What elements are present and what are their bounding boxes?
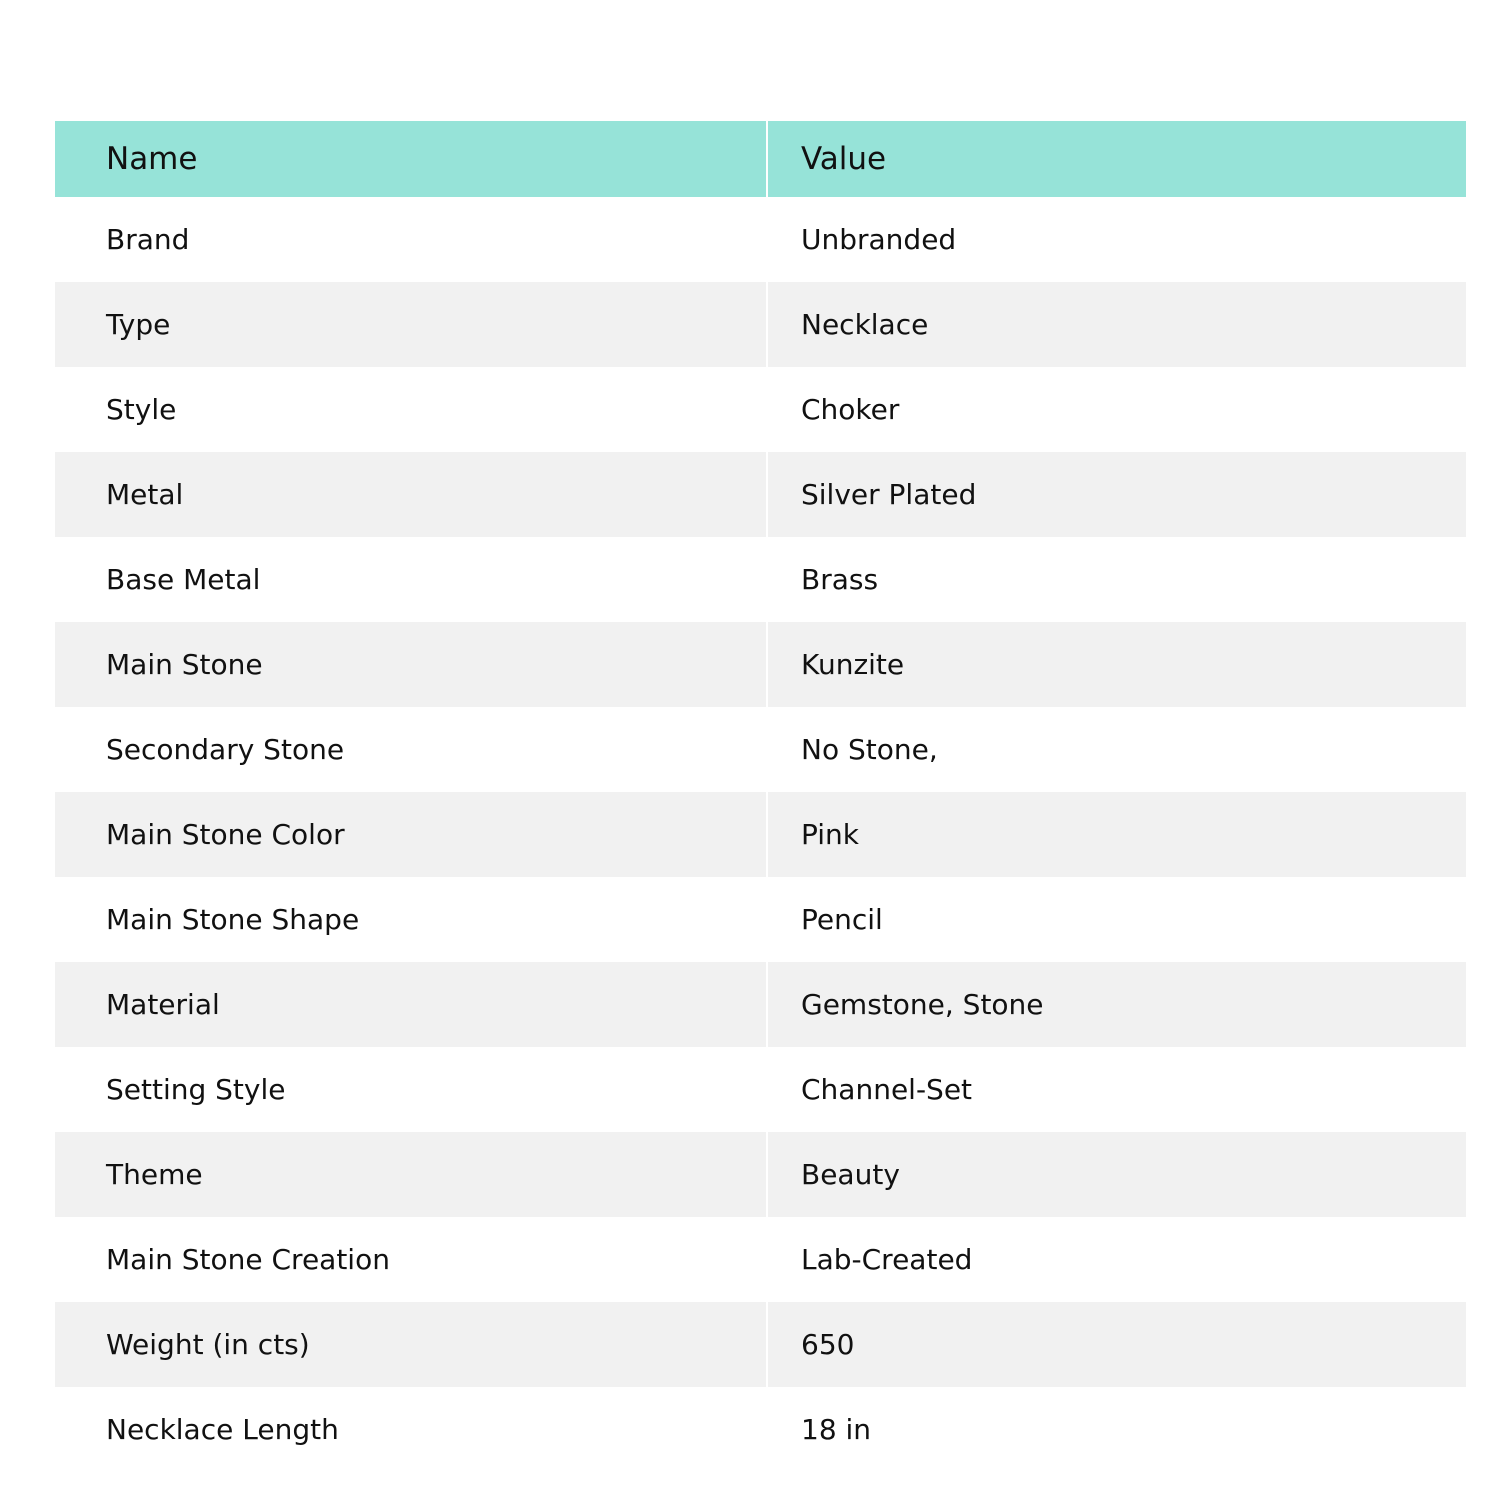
row-value-cell: Lab-Created [768, 1217, 1466, 1302]
table-row [55, 962, 1466, 1047]
row-value-cell: Kunzite [768, 622, 1466, 707]
row-name-cell: Base Metal [55, 537, 766, 622]
row-value-cell: Choker [768, 367, 1466, 452]
table-row [55, 1302, 1466, 1387]
table-body [55, 197, 1466, 1472]
row-value-cell: Pencil [768, 877, 1466, 962]
table-row [55, 1047, 1466, 1132]
row-value-cell: Brass [768, 537, 1466, 622]
table-row [55, 197, 1466, 282]
table-header [55, 121, 1466, 197]
row-value-cell: Channel-Set [768, 1047, 1466, 1132]
table-row [55, 877, 1466, 962]
table-row [55, 622, 1466, 707]
row-value-cell: Gemstone, Stone [768, 962, 1466, 1047]
table-row [55, 792, 1466, 877]
row-value-cell: Necklace [768, 282, 1466, 367]
row-name-cell: Theme [55, 1132, 766, 1217]
row-name-cell: Necklace Length [55, 1387, 766, 1472]
row-name-cell: Main Stone [55, 622, 766, 707]
row-value-cell: Unbranded [768, 197, 1466, 282]
row-name-cell: Metal [55, 452, 766, 537]
row-name-cell: Material [55, 962, 766, 1047]
table-row [55, 452, 1466, 537]
row-value-cell: 18 in [768, 1387, 1466, 1472]
row-value-cell: Pink [768, 792, 1466, 877]
spec-table [55, 121, 1466, 1472]
table-row [55, 1217, 1466, 1302]
table-row [55, 1387, 1466, 1472]
row-name-cell: Brand [55, 197, 766, 282]
row-value-cell: Beauty [768, 1132, 1466, 1217]
row-name-cell: Main Stone Creation [55, 1217, 766, 1302]
row-name-cell: Main Stone Shape [55, 877, 766, 962]
row-value-cell: Silver Plated [768, 452, 1466, 537]
table-row [55, 282, 1466, 367]
table-row [55, 1132, 1466, 1217]
table-row [55, 367, 1466, 452]
row-name-cell: Weight (in cts) [55, 1302, 766, 1387]
column-header-value: Value [768, 121, 1466, 197]
row-name-cell: Setting Style [55, 1047, 766, 1132]
row-name-cell: Main Stone Color [55, 792, 766, 877]
table-row [55, 537, 1466, 622]
row-name-cell: Style [55, 367, 766, 452]
row-name-cell: Type [55, 282, 766, 367]
row-value-cell: No Stone, [768, 707, 1466, 792]
row-value-cell: 650 [768, 1302, 1466, 1387]
column-header-name: Name [55, 121, 766, 197]
row-name-cell: Secondary Stone [55, 707, 766, 792]
table-row [55, 707, 1466, 792]
